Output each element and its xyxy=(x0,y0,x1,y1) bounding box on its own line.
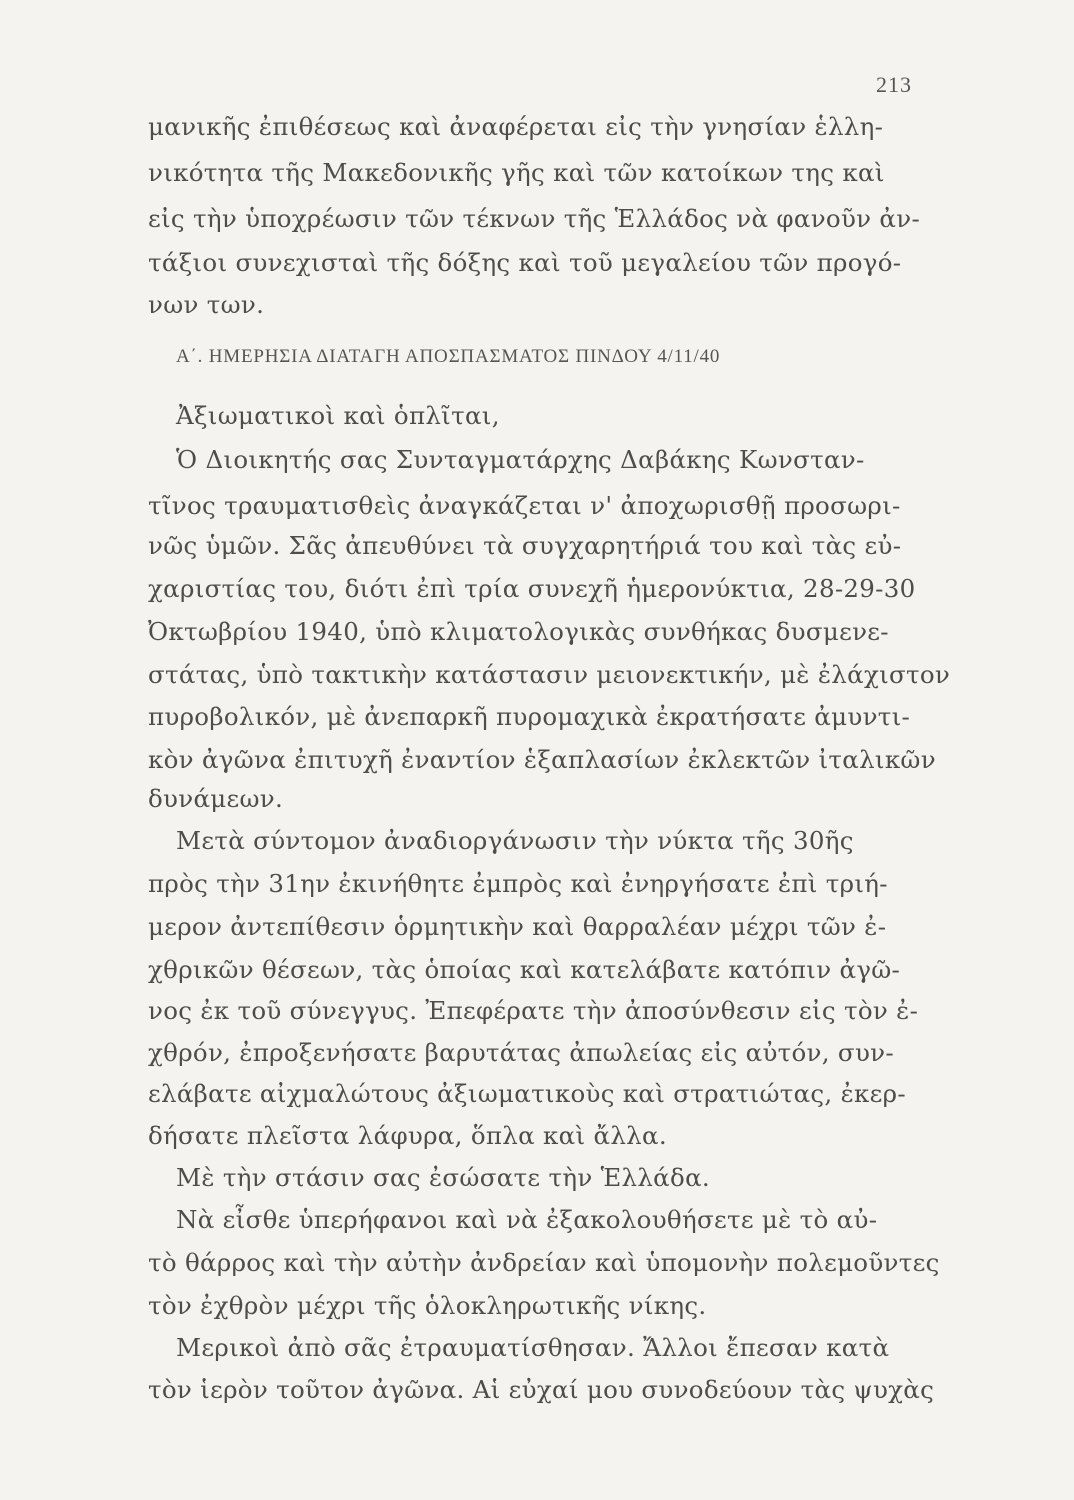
body-line: ελάβατε αἰχμαλώτους ἀξιωματικοὺς καὶ στρατιώτας, ἐκερ- xyxy=(148,1079,906,1108)
body-line: Ὀκτωβρίου 1940, ὑπὸ κλιματολογικὰς συνθήκας δυσμενε- xyxy=(148,617,889,646)
body-line: χαριστίας του, διότι ἐπὶ τρία συνεχῆ ἡμερονύκτια, 28-29-30 xyxy=(148,574,916,603)
body-line: τὸν ἐχθρὸν μέχρι τῆς ὁλοκληρωτικῆς νίκης. xyxy=(148,1291,707,1320)
body-line: κὸν ἀγῶνα ἐπιτυχῆ ἐναντίον ἑξαπλασίων ἐκλεκτῶν ἰταλικῶν xyxy=(148,745,936,774)
body-line: τὸ θάρρος καὶ τὴν αὐτὴν ἀνδρείαν καὶ ὑπομονὴν πολεμοῦντες xyxy=(148,1248,940,1277)
body-line: δυνάμεων. xyxy=(148,784,284,813)
intro-line: εἰς τὴν ὑποχρέωσιν τῶν τέκνων τῆς Ἑλλάδος νὰ φανοῦν ἀν- xyxy=(148,204,921,233)
body-line: Νὰ εἶσθε ὑπερήφανοι καὶ νὰ ἐξακολουθήσετε μὲ τὸ αὐ- xyxy=(176,1205,878,1234)
body-line: πρὸς τὴν 31ην ἐκινήθητε ἐμπρὸς καὶ ἐνηργήσατε ἐπὶ τριή- xyxy=(148,869,888,898)
body-line: χθρικῶν θέσεων, τὰς ὁποίας καὶ κατελάβατε κατόπιν ἀγῶ- xyxy=(148,955,901,984)
body-line: τῖνος τραυματισθεὶς ἀναγκάζεται ν' ἀποχωρισθῇ προσωρι- xyxy=(148,491,901,520)
intro-line: μανικῆς ἐπιθέσεως καὶ ἀναφέρεται εἰς τὴν γνησίαν ἑλλη- xyxy=(148,112,884,141)
body-line: νος ἐκ τοῦ σύνεγγυς. Ἐπεφέρατε τὴν ἀποσύνθεσιν εἰς τὸν ἐ- xyxy=(148,996,919,1025)
section-heading: Α΄. ΗΜΕΡΗΣΙΑ ΔΙΑΤΑΓΗ ΑΠΟΣΠΑΣΜΑΤΟΣ ΠΙΝΔΟΥ 4/11/40 xyxy=(176,346,721,367)
intro-line: νων των. xyxy=(148,290,265,319)
body-line: Μερικοὶ ἀπὸ σᾶς ἐτραυματίσθησαν. Ἄλλοι ἔπεσαν κατὰ xyxy=(176,1333,890,1362)
body-line: πυροβολικόν, μὲ ἀνεπαρκῆ πυρομαχικὰ ἐκρατήσατε ἀμυντι- xyxy=(148,702,911,731)
body-line: μερον ἀντεπίθεσιν ὁρμητικὴν καὶ θαρραλέαν μέχρι τῶν ἐ- xyxy=(148,912,887,941)
body-line: Μὲ τὴν στάσιν σας ἐσώσατε τὴν Ἑλλάδα. xyxy=(176,1163,711,1192)
body-line: δήσατε πλεῖστα λάφυρα, ὅπλα καὶ ἄλλα. xyxy=(148,1121,667,1150)
body-line: τὸν ἱερὸν τοῦτον ἀγῶνα. Αἱ εὐχαί μου συνοδεύουν τὰς ψυχὰς xyxy=(148,1375,935,1404)
body-line: χθρόν, ἐπροξενήσατε βαρυτάτας ἀπωλείας εἰς αὐτόν, συν- xyxy=(148,1038,894,1067)
body-line: στάτας, ὑπὸ τακτικὴν κατάστασιν μειονεκτικήν, μὲ ἐλάχιστον xyxy=(148,660,951,689)
intro-line: νικότητα τῆς Μακεδονικῆς γῆς καὶ τῶν κατοίκων της καὶ xyxy=(148,158,885,187)
page-number: 213 xyxy=(876,72,912,97)
intro-line: τάξιοι συνεχισταὶ τῆς δόξης καὶ τοῦ μεγαλείου τῶν προγό- xyxy=(148,248,902,277)
body-line: Ἀξιωματικοὶ καὶ ὁπλῖται, xyxy=(176,401,500,430)
body-line: νῶς ὑμῶν. Σᾶς ἀπευθύνει τὰ συγχαρητήριά του καὶ τὰς εὐ- xyxy=(148,531,902,560)
body-line: Μετὰ σύντομον ἀναδιοργάνωσιν τὴν νύκτα τῆς 30ῆς xyxy=(176,826,854,855)
body-line: Ὁ Διοικητής σας Συνταγματάρχης Δαβάκης Κωνσταν- xyxy=(176,445,865,474)
